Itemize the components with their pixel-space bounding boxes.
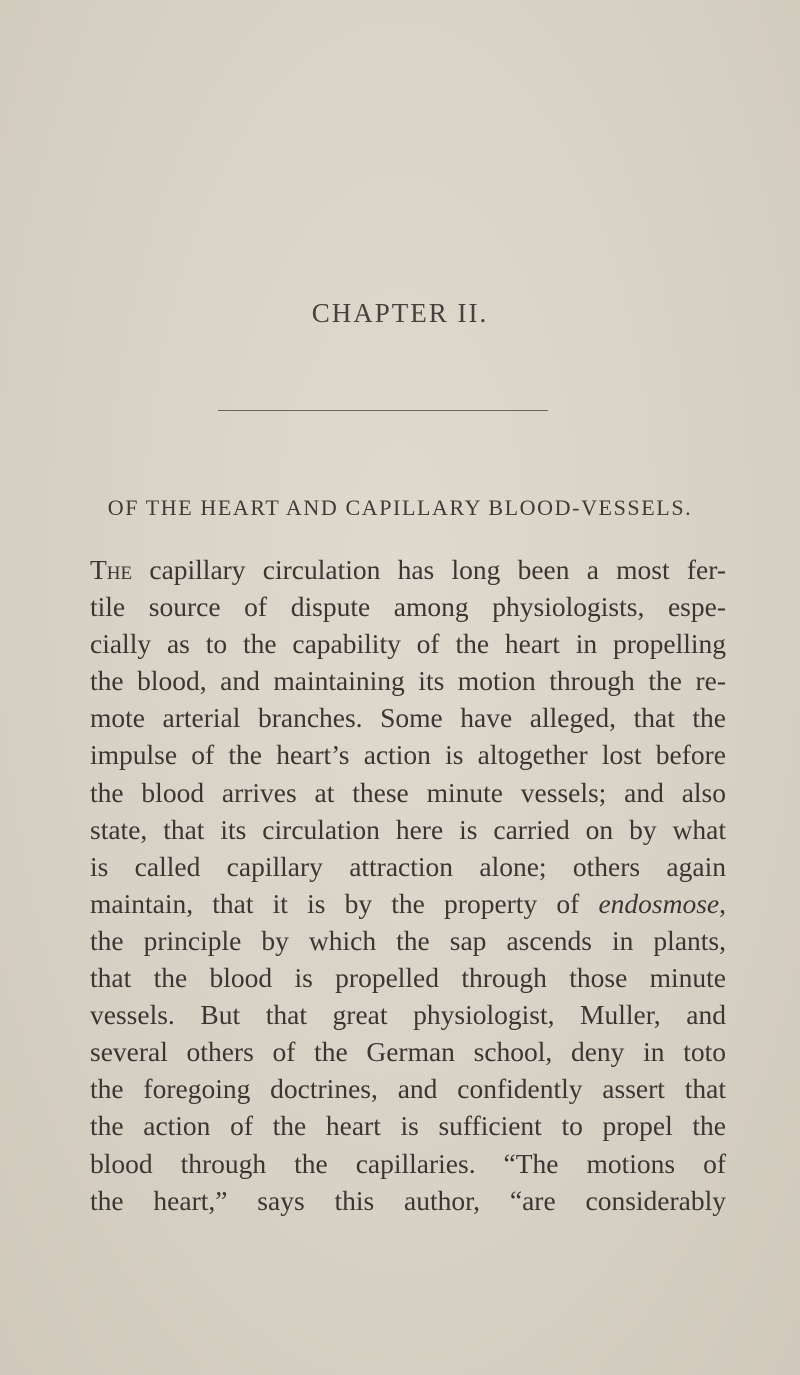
title-divider-rule xyxy=(218,410,548,411)
paragraph-line: blood through the capillaries. “The motions of xyxy=(90,1147,726,1179)
paragraph-line: the blood arrives at these minute vessels; and also xyxy=(90,776,726,808)
paragraph-line: state, that its circulation here is carried on by what xyxy=(90,813,726,845)
drop-lead-word: The xyxy=(90,554,133,585)
paragraph-line: vessels. But that great physiologist, Muller, and xyxy=(90,999,726,1031)
paragraph-line: several others of the German school, deny in toto xyxy=(90,1036,726,1068)
chapter-title: CHAPTER II. xyxy=(311,298,489,328)
paragraph-line: impulse of the heart’s action is altogether lost before xyxy=(90,739,726,771)
italic-term: endosmose xyxy=(598,887,720,919)
paragraph-line: the heart,” says this author, “are considerably xyxy=(90,1184,726,1216)
paragraph-line: the blood, and maintaining its motion through the re- xyxy=(90,665,726,697)
paragraph-line: maintain, that it is by the property of endosmose, xyxy=(90,887,726,919)
paragraph-line: that the blood is propelled through those minute xyxy=(90,962,726,994)
paragraph-line: the foregoing doctrines, and confidently assert that xyxy=(90,1073,726,1105)
paragraph-line: is called capillary attraction alone; others again xyxy=(90,850,726,882)
body-paragraph xyxy=(90,551,726,1219)
section-heading: OF THE HEART AND CAPILLARY BLOOD-VESSELS. xyxy=(107,495,693,520)
paragraph-line: tile source of dispute among physiologists, espe- xyxy=(90,591,726,623)
paragraph-line: the action of the heart is sufficient to propel the xyxy=(90,1110,726,1142)
paragraph-line: mote arterial branches. Some have alleged, that the xyxy=(90,702,726,734)
paragraph-line: cially as to the capability of the heart in propelling xyxy=(90,628,726,660)
paragraph-line: The capillary circulation has long been a most fer- xyxy=(90,554,726,585)
paragraph-line: the principle by which the sap ascends in plants, xyxy=(90,924,726,956)
